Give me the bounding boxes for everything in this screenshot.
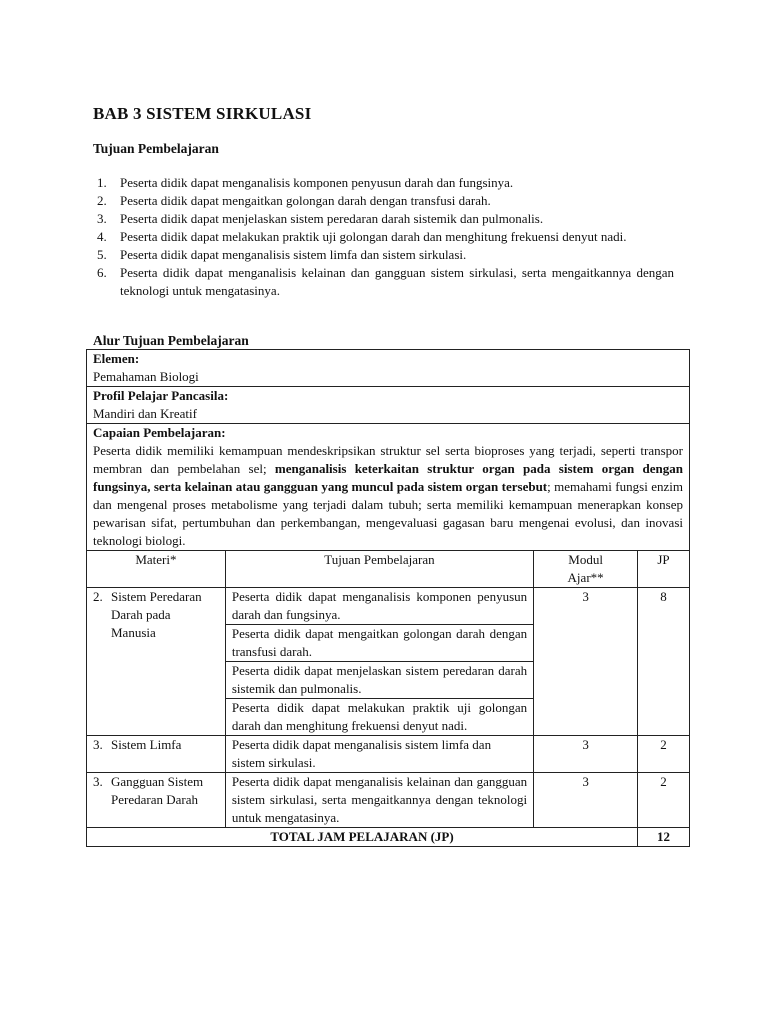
tujuan-item: Peserta didik dapat menjelaskan sistem peredaran darah sistemik dan pulmonalis. bbox=[226, 662, 533, 699]
table-row bbox=[87, 736, 690, 773]
materi-number: 2. bbox=[93, 589, 103, 604]
jp-cell: 2 bbox=[638, 773, 690, 828]
item-text: Peserta didik dapat menganalisis komponen penyusun darah dan fungsinya. bbox=[120, 175, 514, 190]
elemen-label: Elemen: bbox=[93, 351, 140, 366]
list-item bbox=[93, 246, 674, 264]
tujuan-cell bbox=[225, 773, 533, 828]
modul-cell: 3 bbox=[534, 773, 638, 828]
capaian-label: Capaian Pembelajaran: bbox=[93, 425, 226, 440]
materi-text: Sistem Peredaran Darah pada Manusia bbox=[111, 589, 202, 640]
tujuan-item: Peserta didik dapat melakukan praktik uji golongan darah dan menghitung frekuensi denyut nadi. bbox=[231, 700, 528, 733]
list-item bbox=[93, 192, 674, 210]
materi-text: Gangguan Sistem Peredaran Darah bbox=[111, 774, 204, 807]
elemen-value: Pemahaman Biologi bbox=[93, 369, 199, 384]
list-item bbox=[93, 210, 674, 228]
total-value: 12 bbox=[638, 828, 690, 847]
header-materi: Materi* bbox=[87, 551, 226, 588]
item-text: Peserta didik dapat menganalisis sistem limfa dan sistem sirkulasi. bbox=[120, 247, 467, 262]
item-text: Peserta didik dapat melakukan praktik uji golongan darah dan menghitung frekuensi denyut nadi. bbox=[120, 229, 627, 244]
list-item bbox=[93, 264, 674, 300]
total-row bbox=[87, 828, 690, 847]
jp-cell: 2 bbox=[638, 736, 690, 773]
profil-value: Mandiri dan Kreatif bbox=[93, 406, 197, 421]
tujuan-heading: Tujuan Pembelajaran bbox=[93, 141, 219, 156]
tujuan-cell bbox=[225, 588, 533, 736]
list-item bbox=[93, 174, 674, 192]
tujuan-item: Peserta didik dapat menganalisis komponen penyusun darah dan fungsinya. bbox=[226, 588, 533, 625]
profil-label: Profil Pelajar Pancasila: bbox=[93, 388, 229, 403]
tujuan-item: Peserta didik dapat menganalisis kelainan dan gangguan sistem sirkulasi, serta mengaitkannya dengan teknologi untuk mengatasinya. bbox=[231, 774, 528, 825]
table-row bbox=[87, 773, 690, 828]
header-jp: JP bbox=[638, 551, 690, 588]
jp-cell: 8 bbox=[638, 588, 690, 736]
capaian-text bbox=[93, 442, 683, 550]
capaian-row bbox=[87, 424, 690, 551]
table-header-row bbox=[87, 551, 690, 588]
materi-cell bbox=[87, 736, 226, 773]
list-item bbox=[93, 228, 674, 246]
header-modul: Modul Ajar** bbox=[534, 551, 638, 588]
modul-cell: 3 bbox=[534, 736, 638, 773]
item-number: 4. bbox=[97, 229, 107, 244]
capaian-part1: Peserta didik memiliki kemampuan mendeskripsikan struktur sel serta bioproses yang terjadi, seperti transpor membran dan pembelahan sel; bbox=[93, 443, 683, 476]
tujuan-cell bbox=[225, 736, 533, 773]
item-text: Peserta didik dapat menganalisis kelainan dan gangguan sistem sirkulasi, serta mengaitkannya dengan teknologi untuk mengatasinya. bbox=[120, 265, 674, 298]
page-title: BAB 3 SISTEM SIRKULASI bbox=[93, 104, 312, 123]
item-number: 1. bbox=[97, 175, 107, 190]
item-number: 6. bbox=[97, 265, 107, 280]
capaian-part2: ; memahami fungsi enzim dan mengenal proses metabolisme yang terjadi dalam tubuh; serta memiliki kemampuan menerapkan konsep pewarisan sifat, pertumbuhan dan perkembangan, mengevaluasi gagasan baru mengenai evolusi, dan inovasi teknologi biologi. bbox=[93, 479, 683, 548]
header-tujuan: Tujuan Pembelajaran bbox=[225, 551, 533, 588]
item-text: Peserta didik dapat menjelaskan sistem peredaran darah sistemik dan pulmonalis. bbox=[120, 211, 544, 226]
item-number: 5. bbox=[97, 247, 107, 262]
goals-list bbox=[93, 174, 674, 300]
materi-text: Sistem Limfa bbox=[111, 737, 182, 752]
alur-heading: Alur Tujuan Pembelajaran bbox=[93, 333, 249, 348]
item-number: 3. bbox=[97, 211, 107, 226]
item-number: 2. bbox=[97, 193, 107, 208]
materi-number: 3. bbox=[93, 774, 103, 789]
total-label: TOTAL JAM PELAJARAN (JP) bbox=[87, 828, 638, 847]
item-text: Peserta didik dapat mengaitkan golongan darah dengan transfusi darah. bbox=[120, 193, 491, 208]
capaian-bold: menganalisis keterkaitan struktur organ pada sistem organ dengan fungsinya, serta kelainan atau gangguan yang muncul pada sistem organ tersebut bbox=[93, 461, 683, 494]
atp-table bbox=[86, 349, 690, 847]
materi-cell bbox=[87, 588, 226, 736]
profil-row bbox=[87, 387, 690, 424]
table-row bbox=[87, 588, 690, 736]
materi-number: 3. bbox=[93, 737, 103, 752]
modul-cell: 3 bbox=[534, 588, 638, 736]
materi-cell bbox=[87, 773, 226, 828]
elemen-row bbox=[87, 350, 690, 387]
tujuan-item: Peserta didik dapat menganalisis sistem limfa dan sistem sirkulasi. bbox=[231, 737, 492, 770]
tujuan-item: Peserta didik dapat mengaitkan golongan darah dengan transfusi darah. bbox=[226, 625, 533, 662]
